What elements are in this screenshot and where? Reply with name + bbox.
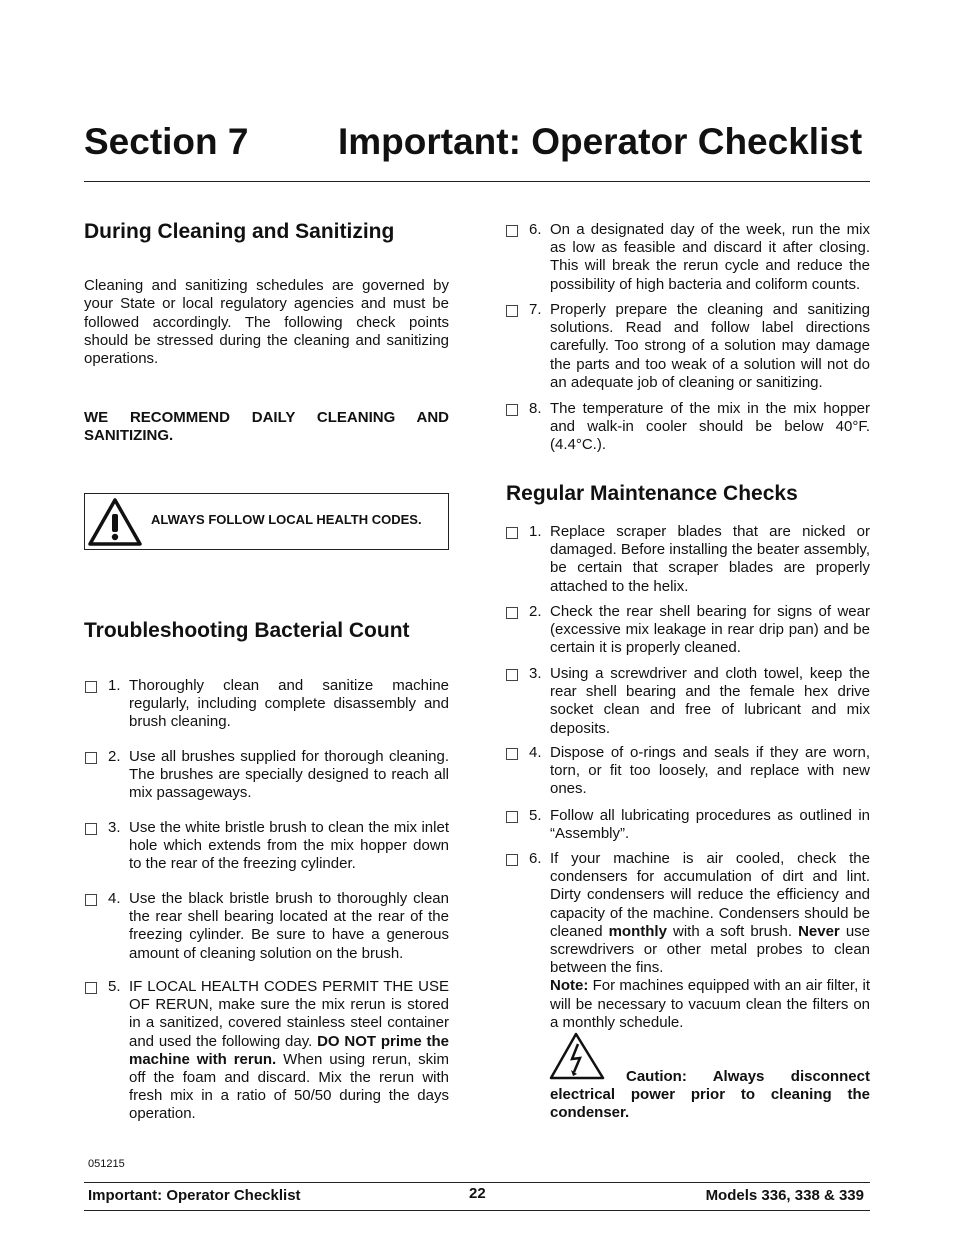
warning-label: ALWAYS FOLLOW LOCAL HEALTH CODES. bbox=[151, 512, 422, 527]
heading-cleaning: During Cleaning and Sanitizing bbox=[84, 220, 395, 243]
warning-icon bbox=[87, 497, 143, 547]
checkbox[interactable] bbox=[506, 225, 518, 237]
checkbox[interactable] bbox=[85, 823, 97, 835]
checkbox[interactable] bbox=[506, 404, 518, 416]
footer-title: Important: Operator Checklist bbox=[88, 1187, 301, 1204]
document-code: 051215 bbox=[88, 1158, 125, 1170]
page-title: Important: Operator Checklist bbox=[338, 121, 863, 162]
page-number: 22 bbox=[469, 1185, 486, 1202]
checkbox[interactable] bbox=[85, 752, 97, 764]
checkbox[interactable] bbox=[506, 607, 518, 619]
footer-rule-top bbox=[84, 1182, 870, 1183]
checkbox[interactable] bbox=[506, 811, 518, 823]
checkbox[interactable] bbox=[85, 894, 97, 906]
header-rule bbox=[84, 181, 870, 182]
heading-troubleshooting: Troubleshooting Bacterial Count bbox=[84, 619, 410, 642]
intro-paragraph: Cleaning and sanitizing schedules are governed by your State or local regulatory agencies and must be followed accordingly. The following check points should be stressed during the cleaning and sanitizing operations. bbox=[84, 277, 449, 368]
footer-models: Models 336, 338 & 339 bbox=[705, 1187, 864, 1204]
section-number: Section 7 bbox=[84, 121, 249, 162]
recommend-text: WE RECOMMEND DAILY CLEANING AND SANITIZING. bbox=[84, 409, 449, 445]
caution-text: Caution: Always disconnect electrical power prior to cleaning the condenser. bbox=[550, 1068, 870, 1122]
warning-box bbox=[84, 493, 449, 550]
checkbox[interactable] bbox=[85, 982, 97, 994]
checkbox[interactable] bbox=[506, 527, 518, 539]
checkbox[interactable] bbox=[506, 748, 518, 760]
footer-rule-bottom bbox=[84, 1210, 870, 1211]
checkbox[interactable] bbox=[506, 669, 518, 681]
heading-maintenance: Regular Maintenance Checks bbox=[506, 482, 798, 505]
checkbox[interactable] bbox=[506, 854, 518, 866]
checkbox[interactable] bbox=[85, 681, 97, 693]
checkbox[interactable] bbox=[506, 305, 518, 317]
